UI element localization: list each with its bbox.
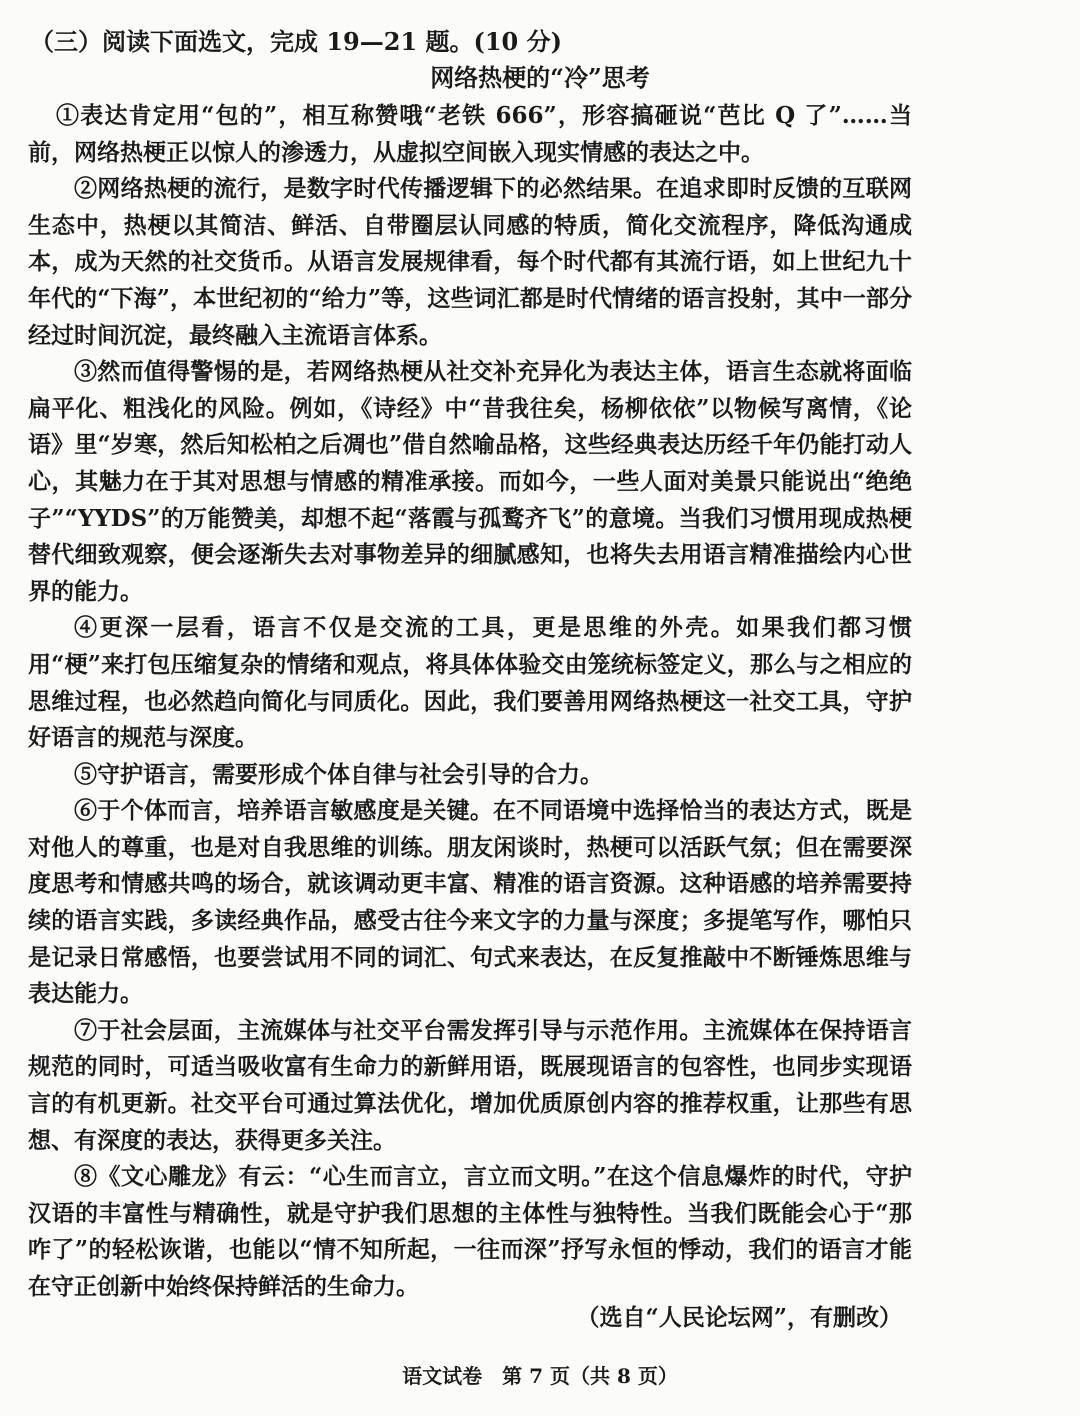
page-footer: 语文试卷 第 7 页（共 8 页） xyxy=(402,1364,678,1388)
paragraph-7: ⑦于社会层面，主流媒体与社交平台需发挥引导与示范作用。主流媒体在保持语言规范的同时，可适当吸收富有生命力的新鲜用语，既展现语言的包容性，也同步实现语言的有机更新。社交平台可通过算法优化，增加优质原创内容的推荐权重，让那些有思想、有深度的表达，获得更多关注。 xyxy=(28,1016,912,1154)
paragraph-8: ⑧《文心雕龙》有云：“心生而言立，言立而文明。”在这个信息爆炸的时代，守护汉语的丰富性与精确性，就是守护我们思想的主体性与独特性。当我们既能会心于“那咋了”的轻松诙谐，也能以“情不知所起，一往而深”抒写永恒的悸动，我们的语言才能在守正创新中始终保持鲜活的生命力。 xyxy=(28,1163,912,1300)
paragraph-4: ④更深一层看，语言不仅是交流的工具，更是思维的外壳。如果我们都习惯用“梗”来打包压缩复杂的情绪和观点，将具体体验交由笼统标签定义，那么与之相应的思维过程，也必然趋向简化与同质化。因此，我们要善用网络热梗这一社交工具，守护好语言的规范与深度。 xyxy=(28,614,912,752)
paragraph-6: ⑥于个体而言，培养语言敏感度是关键。在不同语境中选择恰当的表达方式，既是对他人的尊重，也是对自我思维的训练。朋友闲谈时，热梗可以活跃气氛；但在需要深度思考和情感共鸣的场合，就该调动更丰富、精准的语言资源。这种语感的培养需要持续的语言实践，多读经典作品，感受古往今来文字的力量与深度；多提笔写作，哪怕只是记录日常感悟，也要尝试用不同的词汇、句式来表达，在反复推敲中不断锤炼思维与表达能力。 xyxy=(28,797,912,1008)
section-header: （三）阅读下面选文，完成 19—21 题。(10 分) xyxy=(30,27,562,56)
paragraph-3: ③然而值得警惕的是，若网络热梗从社交补充异化为表达主体，语言生态就将面临扁平化、粗浅化的风险。例如，《诗经》中“昔我往矣，杨柳依依”以物候写离情，《论语》里“岁寒，然后知松柏之后凋也”借自然喻品格，这些经典表达历经千年仍能打动人心，其魅力在于其对思想与情感的精准承接。而如今，一些人面对美景只能说出“绝绝子”“YYDS”的万能赞美，却想不起“落霞与孤鹜齐飞”的意境。当我们习惯用现成热梗替代细致观察，便会逐渐失去对事物差异的细腻感知，也将失去用语言精准描绘内心世界的能力。 xyxy=(28,358,912,605)
paragraph-1: ①表达肯定用“包的”，相互称赞哦“老铁 666”，形容搞砸说“芭比 Q 了”……当前，网络热梗正以惊人的渗透力，从虚拟空间嵌入现实情感的表达之中。 xyxy=(28,102,912,166)
source-citation: （选自“人民论坛网”，有删改） xyxy=(576,1304,902,1331)
paragraph-5: ⑤守护语言，需要形成个体自律与社会引导的合力。 xyxy=(74,760,603,788)
article-body xyxy=(28,98,912,1306)
article-title: 网络热梗的“冷”思考 xyxy=(430,63,650,92)
paragraph-2: ②网络热梗的流行，是数字时代传播逻辑下的必然结果。在追求即时反馈的互联网生态中，热梗以其简洁、鲜活、自带圈层认同感的特质，简化交流程序，降低沟通成本，成为天然的社交货币。从语言发展规律看，每个时代都有其流行语，如上世纪九十年代的“下海”，本世纪初的“给力”等，这些词汇都是时代情绪的语言投射，其中一部分经过时间沉淀，最终融入主流语言体系。 xyxy=(28,175,912,349)
